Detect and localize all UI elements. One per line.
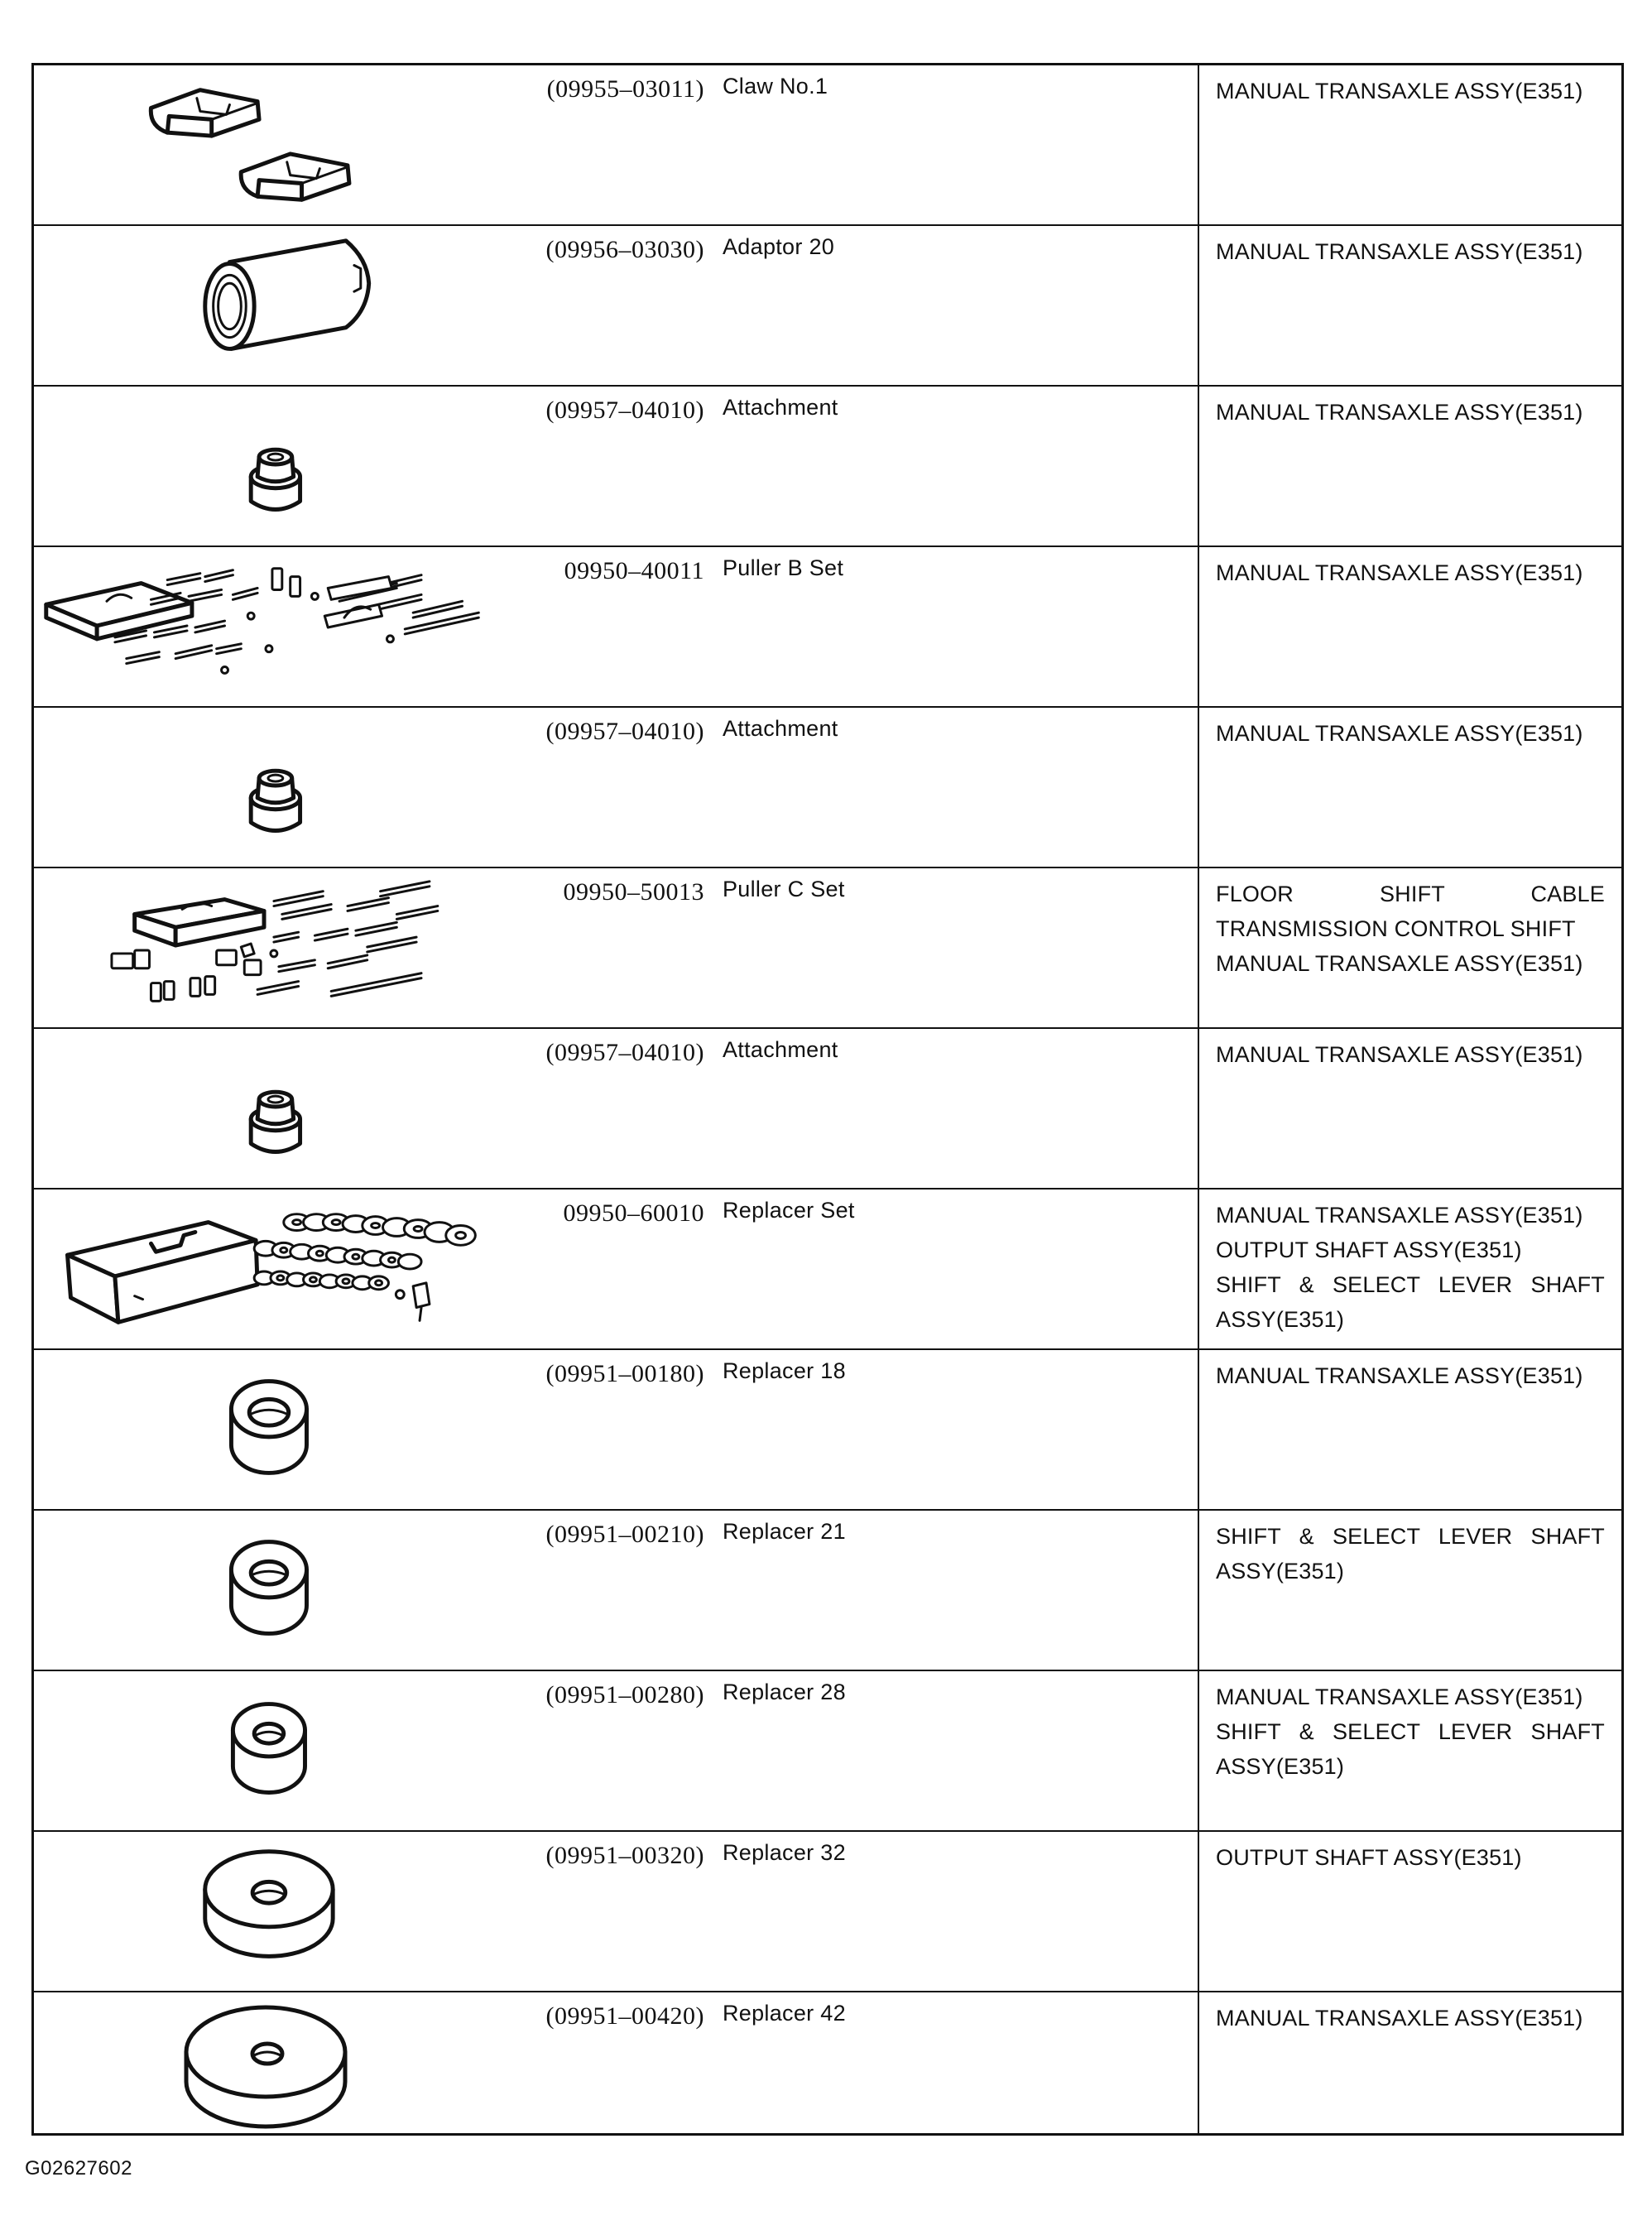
application-item: OUTPUT SHAFT ASSY(E351) — [1216, 1238, 1522, 1262]
application-list — [1216, 1680, 1605, 1784]
table-row — [34, 1029, 1621, 1189]
application-item: MANUAL TRANSAXLE ASSY(E351) — [1216, 1203, 1583, 1228]
attachment-icon — [34, 1029, 497, 1188]
application-list — [1216, 1198, 1605, 1337]
part-number: 09950–60010 — [563, 1199, 704, 1227]
table-row — [34, 1671, 1621, 1832]
tool-name: Attachment — [723, 1037, 838, 1062]
application-item: ASSY(E351) — [1216, 1559, 1345, 1584]
special-service-tools-table — [31, 63, 1624, 2136]
part-number: (09955–03011) — [546, 75, 704, 103]
part-number: (09951–00280) — [545, 1681, 704, 1709]
application-item: MANUAL TRANSAXLE ASSY(E351) — [1216, 721, 1583, 746]
replacer-icon — [34, 1511, 497, 1670]
application-list — [1216, 234, 1605, 269]
replacer-icon — [34, 1671, 497, 1830]
tool-name: Puller C Set — [723, 877, 845, 901]
application-item: SHIFT & SELECT LEVER SHAFT — [1216, 1272, 1605, 1297]
table-row — [34, 226, 1621, 387]
tool-name: Replacer Set — [723, 1198, 855, 1223]
tool-name: Replacer 42 — [723, 2001, 846, 2026]
application-item: MANUAL TRANSAXLE ASSY(E351) — [1216, 79, 1583, 103]
application-list — [1216, 395, 1605, 430]
application-item: TRANSMISSION CONTROL SHIFT — [1216, 916, 1576, 941]
application-item: OUTPUT SHAFT ASSY(E351) — [1216, 1845, 1522, 1870]
puller-set-icon — [34, 868, 497, 1027]
application-item: MANUAL TRANSAXLE ASSY(E351) — [1216, 239, 1583, 264]
application-item: ASSY(E351) — [1216, 1307, 1345, 1332]
table-row — [34, 1189, 1621, 1350]
tool-name: Replacer 28 — [723, 1680, 846, 1704]
part-number: (09956–03030) — [545, 236, 704, 263]
table-row — [34, 65, 1621, 226]
table-row — [34, 1511, 1621, 1671]
application-list — [1216, 2001, 1605, 2035]
application-item: MANUAL TRANSAXLE ASSY(E351) — [1216, 951, 1583, 976]
tool-name: Replacer 18 — [723, 1358, 846, 1383]
application-item: MANUAL TRANSAXLE ASSY(E351) — [1216, 1685, 1583, 1709]
application-item: MANUAL TRANSAXLE ASSY(E351) — [1216, 1042, 1583, 1067]
tool-name: Attachment — [723, 395, 838, 420]
part-number: (09957–04010) — [545, 1039, 704, 1066]
application-list — [1216, 1840, 1605, 1875]
application-item: SHIFT & SELECT LEVER SHAFT — [1216, 1524, 1605, 1549]
table-row — [34, 1832, 1621, 1992]
part-number: (09951–00210) — [545, 1521, 704, 1548]
application-item: MANUAL TRANSAXLE ASSY(E351) — [1216, 2006, 1583, 2031]
tool-name: Puller B Set — [723, 555, 844, 580]
replacer-set-icon — [34, 1189, 497, 1348]
application-item: MANUAL TRANSAXLE ASSY(E351) — [1216, 560, 1583, 585]
table-row — [34, 1350, 1621, 1511]
application-list — [1216, 716, 1605, 751]
application-item: SHIFT & SELECT LEVER SHAFT — [1216, 1719, 1605, 1744]
application-list — [1216, 555, 1605, 590]
part-number: (09951–00320) — [545, 1842, 704, 1869]
tool-name: Adaptor 20 — [723, 234, 835, 259]
application-item: ASSY(E351) — [1216, 1754, 1345, 1779]
tool-name: Replacer 32 — [723, 1840, 846, 1865]
table-row — [34, 1992, 1621, 2133]
application-list — [1216, 877, 1605, 981]
replacer-icon — [34, 1992, 497, 2133]
replacer-icon — [34, 1350, 497, 1509]
application-list — [1216, 1358, 1605, 1393]
attachment-icon — [34, 708, 497, 867]
part-number: 09950–50013 — [563, 878, 704, 906]
part-number: (09951–00180) — [545, 1360, 704, 1387]
part-number: (09957–04010) — [545, 396, 704, 424]
table-row — [34, 387, 1621, 547]
claw-icon — [34, 65, 497, 224]
attachment-icon — [34, 387, 497, 545]
application-item: MANUAL TRANSAXLE ASSY(E351) — [1216, 400, 1583, 425]
adaptor-icon — [34, 226, 497, 385]
part-number: (09951–00420) — [545, 2002, 704, 2030]
puller-set-icon — [34, 547, 497, 706]
part-number: (09957–04010) — [545, 718, 704, 745]
table-row — [34, 868, 1621, 1029]
application-item: MANUAL TRANSAXLE ASSY(E351) — [1216, 1363, 1583, 1388]
tool-name: Claw No.1 — [723, 74, 828, 99]
application-list — [1216, 1519, 1605, 1588]
table-row — [34, 547, 1621, 708]
replacer-icon — [34, 1832, 497, 1991]
application-list — [1216, 1037, 1605, 1072]
application-list — [1216, 74, 1605, 108]
table-row — [34, 708, 1621, 868]
tool-name: Attachment — [723, 716, 838, 741]
figure-id: G02627602 — [25, 2157, 132, 2180]
application-item: FLOOR SHIFT CABLE — [1216, 882, 1605, 906]
part-number: 09950–40011 — [564, 557, 704, 584]
tool-name: Replacer 21 — [723, 1519, 846, 1544]
